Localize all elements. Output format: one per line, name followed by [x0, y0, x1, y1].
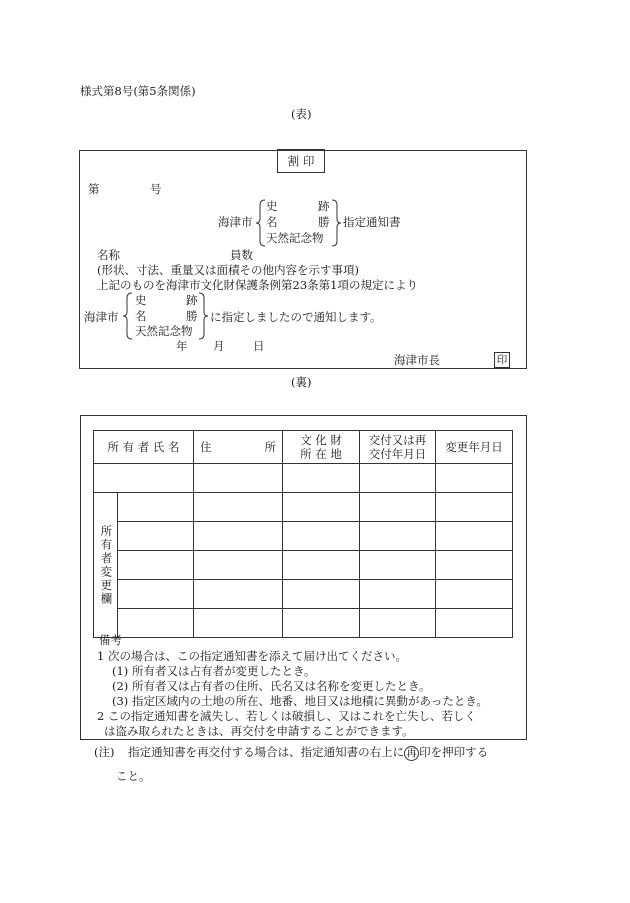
header-cp-location-line2: 所 在 地: [300, 447, 342, 461]
description-note: (形状、寸法、重量又は面積その他内容を示す事項): [97, 263, 359, 277]
header-reissue-line1: 交付又は再: [368, 432, 427, 447]
table-cell[interactable]: [436, 493, 513, 522]
table-cell[interactable]: [283, 493, 360, 522]
designation2-scenic-2: 勝: [186, 309, 198, 323]
front-side-label: (表): [291, 107, 312, 121]
remarks-title: 備考: [99, 633, 122, 647]
table-cell[interactable]: [360, 464, 436, 493]
remark-item: は盗み取られたときは、再交付を申請することができます。: [104, 724, 414, 738]
table-cell[interactable]: [283, 551, 360, 580]
table-cell[interactable]: [360, 522, 436, 551]
table-cell[interactable]: [360, 580, 436, 609]
header-cp-location: [283, 431, 360, 464]
footnote-line2: こと。: [116, 769, 151, 783]
header-change-date: 変更年月日: [436, 431, 513, 464]
remark-item: (1) 所有者又は占有者が変更したとき。: [112, 664, 316, 678]
number-prefix: 第: [88, 182, 100, 196]
table-cell[interactable]: [194, 580, 283, 609]
table-cell[interactable]: [118, 580, 194, 609]
mayor-seal-label: 印: [496, 354, 508, 366]
table-cell[interactable]: [194, 464, 283, 493]
designation-historic-site-2: 跡: [318, 199, 330, 213]
footnote-label: (注): [94, 745, 115, 759]
right-brace-2: [198, 292, 208, 340]
table-cell[interactable]: [283, 464, 360, 493]
owner-change-table: [93, 430, 513, 638]
footnote: [94, 746, 488, 761]
table-row: [94, 522, 513, 551]
remark-item: (3) 指定区域内の土地の所在、地番、地目又は地積に異動があったとき。: [112, 694, 488, 708]
table-row: [94, 464, 513, 493]
designation2-historic-site-2: 跡: [186, 293, 198, 307]
reissue-seal-icon: 再: [404, 746, 419, 761]
remark-item: 2 この指定通知書を滅失し、若しくは破損し、又はこれを亡失し、若しく: [97, 709, 476, 723]
table-cell[interactable]: [194, 609, 283, 638]
notice-title: 指定通知書: [343, 215, 401, 229]
designation2-natural-monument: 天然記念物: [135, 324, 193, 338]
back-side-label: (裏): [291, 375, 312, 389]
designation2-historic-site-1: 史: [135, 293, 147, 307]
title-city: 海津市: [218, 215, 253, 229]
table-cell[interactable]: [94, 464, 194, 493]
table-row: [94, 580, 513, 609]
table-cell[interactable]: [436, 522, 513, 551]
right-brace: [331, 199, 341, 247]
table-cell[interactable]: [360, 609, 436, 638]
table-cell[interactable]: [118, 551, 194, 580]
table-cell[interactable]: [194, 493, 283, 522]
date-day: 日: [253, 339, 265, 353]
notice-text: に指定しましたので通知します。: [210, 310, 382, 324]
table-cell[interactable]: [283, 609, 360, 638]
name-label: 名称: [97, 248, 120, 262]
form-number: 様式第8号(第5条関係): [80, 84, 196, 98]
table-cell[interactable]: [360, 493, 436, 522]
table-cell[interactable]: [283, 580, 360, 609]
table-cell[interactable]: [436, 464, 513, 493]
notice-city: 海津市: [84, 310, 119, 324]
date-year: 年: [176, 339, 188, 353]
header-address: [194, 431, 283, 464]
header-address-right: 所: [264, 439, 276, 454]
footnote-text-before: 指定通知書を再交付する場合は、指定通知書の右上に: [128, 745, 405, 759]
mayor-seal: [494, 352, 510, 368]
remark-item: 1 次の場合は、この指定通知書を添えて届け出てください。: [97, 649, 407, 663]
header-cp-location-line1: 文 化 財: [300, 432, 342, 447]
count-label: 員数: [230, 248, 253, 262]
mayor-title: 海津市長: [394, 353, 440, 367]
table-row: [94, 551, 513, 580]
designation2-scenic-1: 名: [135, 309, 147, 323]
designation-natural-monument: 天然記念物: [266, 231, 324, 245]
designation-scenic-1: 名: [266, 215, 278, 229]
table-cell[interactable]: [436, 580, 513, 609]
table-row: [94, 609, 513, 638]
table-cell[interactable]: [118, 609, 194, 638]
split-seal-box: [277, 149, 325, 173]
table-cell[interactable]: [360, 551, 436, 580]
split-seal-label: 割 印: [287, 154, 315, 168]
footnote-text-after: 印を押印する: [419, 745, 489, 759]
header-reissue-line2: 交付年月日: [368, 447, 427, 461]
header-address-left: 住: [200, 439, 212, 454]
table-cell[interactable]: [194, 522, 283, 551]
regulation-text: 上記のものを海津市文化財保護条例第23条第1項の規定により: [97, 278, 418, 292]
remark-item: (2) 所有者又は占有者の住所、氏名又は名称を変更したとき。: [112, 679, 431, 693]
date-month: 月: [213, 339, 225, 353]
header-reissue-date: [360, 431, 436, 464]
table-cell[interactable]: [283, 522, 360, 551]
table-row: [94, 493, 513, 522]
table-header-row: [94, 431, 513, 464]
table-cell[interactable]: [118, 522, 194, 551]
table-cell[interactable]: [118, 493, 194, 522]
left-brace-2: [123, 292, 133, 340]
designation-historic-site-1: 史: [266, 199, 278, 213]
table-cell[interactable]: [436, 609, 513, 638]
table-cell[interactable]: [194, 551, 283, 580]
header-owner-name: 所 有 者 氏 名: [94, 431, 194, 464]
designation-scenic-2: 勝: [318, 215, 330, 229]
table-cell[interactable]: [436, 551, 513, 580]
number-suffix: 号: [150, 182, 162, 196]
left-brace: [256, 199, 266, 247]
owner-change-column-label: 所有者変更欄: [94, 493, 118, 638]
